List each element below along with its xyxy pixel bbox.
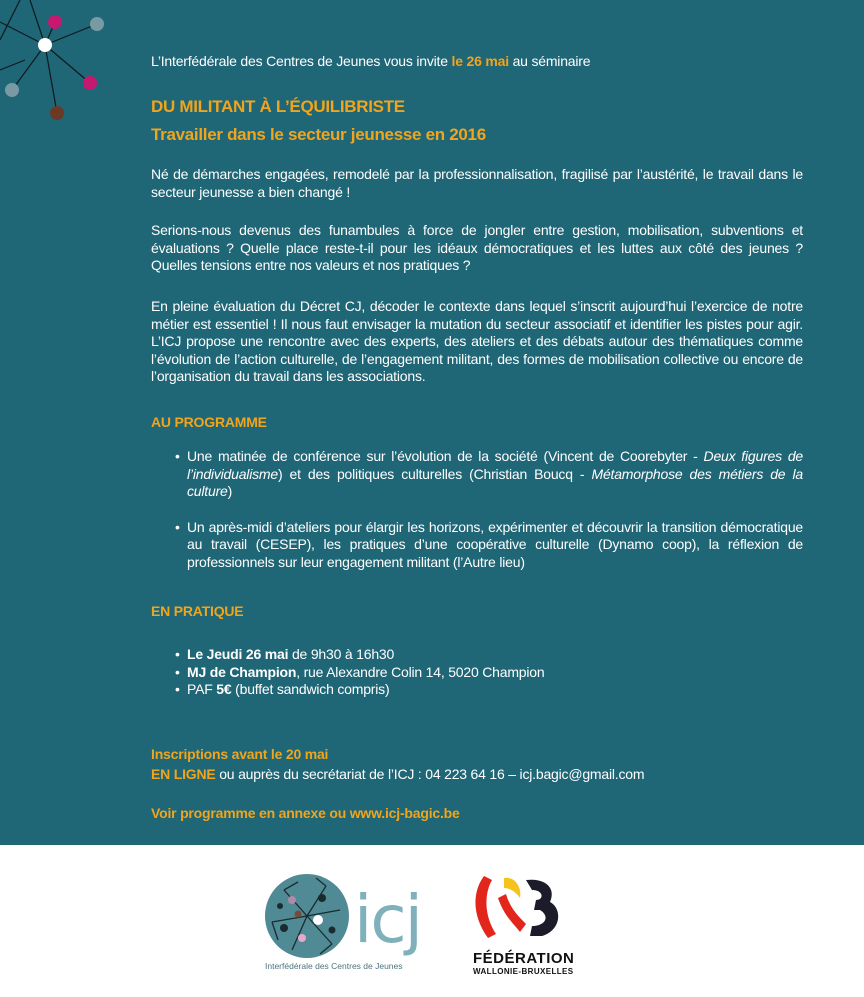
pratique-list bbox=[175, 646, 803, 699]
programme-item-morning-text-2: ) et des politiques culturelles (Christian Boucq - bbox=[277, 465, 592, 482]
price-label: PAF bbox=[187, 681, 217, 697]
pratique-item-date bbox=[175, 646, 803, 664]
online-label: EN LIGNE bbox=[151, 766, 216, 782]
programme-item-afternoon bbox=[175, 519, 803, 572]
bullet-icon: • bbox=[175, 646, 180, 662]
bullet-icon: • bbox=[175, 663, 180, 680]
pratique-item-price bbox=[175, 681, 803, 699]
icj-caption: Interfédérale des Centres de Jeunes bbox=[265, 961, 403, 971]
intro-line bbox=[151, 53, 590, 71]
programme-link[interactable]: Voir programme en annexe ou www.icj-bagic.be bbox=[151, 805, 460, 821]
event-subtitle: Travailler dans le secteur jeunesse en 2016 bbox=[151, 125, 486, 144]
registration-deadline: Inscriptions avant le 20 mai bbox=[151, 746, 329, 762]
event-address: , rue Alexandre Colin 14, 5020 Champion bbox=[296, 663, 545, 680]
decorative-tree-icon bbox=[0, 0, 120, 130]
icj-letters: icj bbox=[354, 881, 421, 958]
fwb-region: WALLONIE-BRUXELLES bbox=[473, 967, 574, 976]
programme-item-morning bbox=[175, 448, 803, 501]
intro-text-before: L’Interfédérale des Centres de Jeunes vous invite bbox=[151, 53, 452, 69]
paragraph-3: En pleine évaluation du Décret CJ, décoder le contexte dans lequel s’inscrit aujourd’hui l’exercice de notre métier est essentiel ! Il nous faut envisager la mutation du secteur associatif et identifier les pistes pour agir. L’ICJ propose une rencontre avec des experts, des ateliers et des débats autour des thématiques comme l’évolution de l’action culturelle, de l’engagement militant, des formes de mobilisation collective ou encore de l’organisation du travail dans les associations. bbox=[151, 298, 803, 384]
fwb-logo-icon bbox=[470, 872, 580, 950]
fwb-name: FÉDÉRATION bbox=[473, 950, 575, 967]
programme-item-morning-text-3: ) bbox=[227, 483, 233, 499]
pratique-item-place bbox=[175, 664, 803, 682]
price-note: (buffet sandwich compris) bbox=[231, 681, 390, 697]
icj-logo-icon bbox=[262, 870, 442, 965]
event-title: DU MILITANT À L’ÉQUILIBRISTE bbox=[151, 97, 405, 116]
registration-line bbox=[151, 766, 644, 784]
event-hours: de 9h30 à 16h30 bbox=[288, 646, 395, 662]
price-value: 5€ bbox=[216, 681, 232, 697]
programme-list bbox=[175, 448, 803, 571]
event-venue: MJ de Champion bbox=[187, 663, 297, 680]
paragraph-2: Serions-nous devenus des funambules à force de jongler entre gestion, mobilisation, subventions et évaluations ? Quelle place reste-t-il pour les idéaux démocratiques et les luttes aux côté des jeunes ? Quelles tensions entre nos valeurs et nos pratiques ? bbox=[151, 222, 803, 273]
programme-item-morning-text: Une matinée de conférence sur l’évolution de la société (Vincent de Coorebyter - bbox=[187, 448, 704, 464]
book-title-1: Deux figures de l’individualisme bbox=[187, 448, 804, 482]
intro-text-after: au séminaire bbox=[508, 53, 591, 69]
paragraph-1: Né de démarches engagées, remodelé par la professionnalisation, fragilisé par l’austérité, le travail dans le secteur jeunesse a bien changé ! bbox=[151, 166, 803, 200]
bullet-icon: • bbox=[175, 681, 180, 697]
bullet-icon: • bbox=[175, 518, 180, 535]
programme-heading: AU PROGRAMME bbox=[151, 414, 267, 430]
bullet-icon: • bbox=[175, 448, 180, 464]
intro-date: le 26 mai bbox=[451, 53, 509, 69]
programme-item-afternoon-text: Un après-midi d’ateliers pour élargir les horizons, expérimenter et découvrir la transition démocratique au travail (CESEP), les pratiques d’une coopérative culturelle (Dynamo coop), la réflexion de professionnels sur leur engagement militant (l’Autre lieu) bbox=[187, 518, 803, 570]
registration-contact: ou auprès du secrétariat de l’ICJ : 04 223 64 16 – icj.bagic@gmail.com bbox=[215, 766, 645, 782]
pratique-heading: EN PRATIQUE bbox=[151, 603, 244, 619]
book-title-2: Métamorphose des métiers de la culture bbox=[187, 465, 803, 499]
event-date: Le Jeudi 26 mai bbox=[187, 646, 289, 662]
